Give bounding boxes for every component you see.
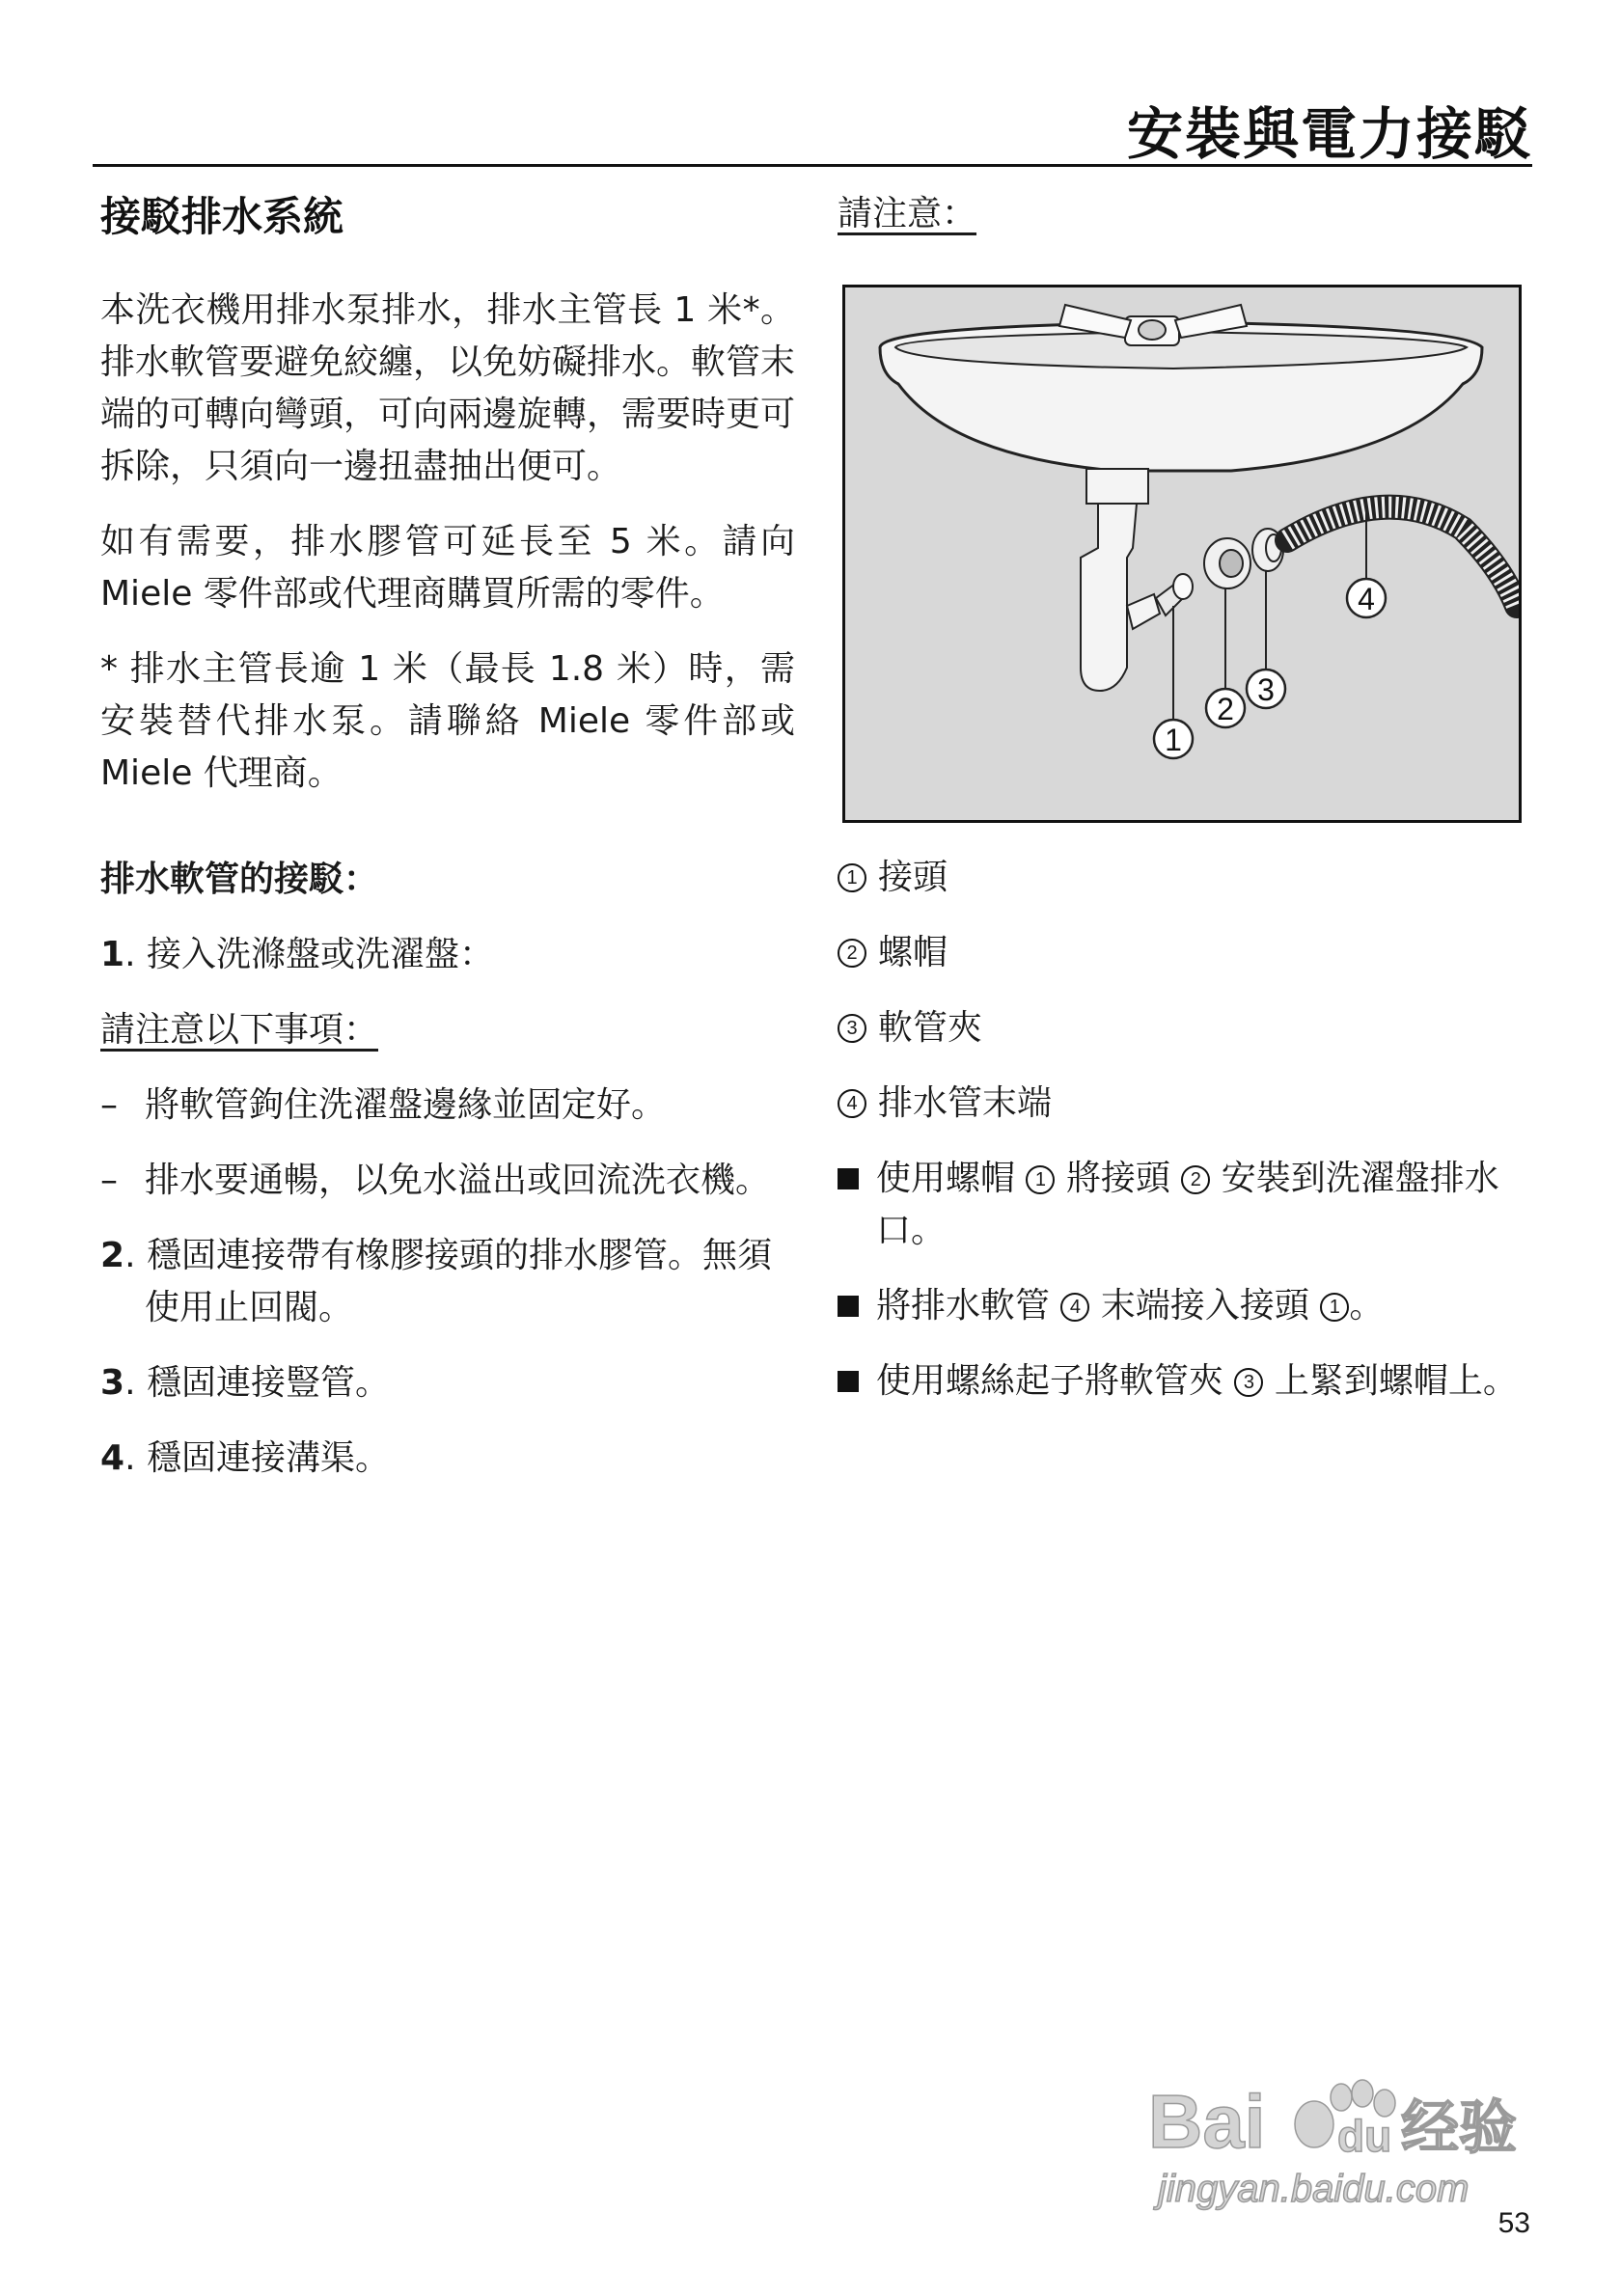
- bullet-text: 將接頭: [1055, 1159, 1182, 1198]
- dash-item: [100, 1080, 795, 1132]
- step-text: . 接入洗滌盤或洗濯盤：: [124, 935, 494, 974]
- svg-text:1: 1: [1165, 723, 1182, 757]
- bullet-square-icon: [838, 1371, 859, 1392]
- chapter-title: 安裝與電力接駁: [1126, 101, 1532, 167]
- step-4: [100, 1433, 795, 1485]
- svg-text:2: 2: [1217, 692, 1234, 726]
- legend-number: 4: [838, 1089, 866, 1118]
- right-note-heading: 請注意：: [838, 194, 977, 233]
- legend-text: 排水管末端: [878, 1083, 1053, 1123]
- dash-text: 將軟管鉤住洗濯盤邊緣並固定好。: [145, 1085, 667, 1125]
- inline-number: 1: [1026, 1165, 1055, 1194]
- note-heading: 請注意以下事項：: [100, 1010, 379, 1050]
- header-rule: [93, 164, 1532, 167]
- instruction-bullet: [838, 1355, 1532, 1408]
- legend-item: [838, 852, 1532, 904]
- legend-text: 螺帽: [878, 933, 948, 972]
- dash-text: 排水要通暢，以免水溢出或回流洗衣機。: [145, 1161, 771, 1200]
- step-text: . 穩固連接溝渠。: [124, 1438, 390, 1478]
- step-3: [100, 1357, 795, 1409]
- trap: [1081, 504, 1137, 691]
- inline-number: 1: [1320, 1293, 1349, 1322]
- bullet-square-icon: [838, 1296, 859, 1317]
- section-title: 接駁排水系統: [100, 193, 344, 240]
- watermark-word: du: [1337, 2111, 1392, 2161]
- step-text: . 穩固連接豎管。: [124, 1363, 390, 1403]
- watermark-word: Bai: [1148, 2079, 1266, 2164]
- step-1: [100, 929, 795, 981]
- nut-part: [1204, 538, 1250, 588]
- callout-2: [1206, 689, 1245, 727]
- dash-item: [100, 1155, 795, 1207]
- dash-mark: –: [100, 1161, 118, 1200]
- legend-item: [838, 1078, 1532, 1130]
- watermark-url: jingyan.baidu.com: [1158, 2168, 1470, 2210]
- bullet-text: 將排水軟管: [876, 1286, 1061, 1326]
- page-number: 53: [1497, 2207, 1530, 2239]
- legend-item: [838, 1002, 1532, 1054]
- inline-number: 2: [1181, 1165, 1210, 1194]
- footnote-paragraph: * 排水主管長逾 1 米（最長 1.8 米）時，需安裝替代排水泵。請聯絡 Miele 零件部或 Miele 代理商。: [100, 649, 795, 793]
- step-number: 1: [100, 935, 125, 974]
- inline-number: 3: [1234, 1368, 1263, 1397]
- legend-item: [838, 927, 1532, 979]
- trap-outlet: [1127, 594, 1160, 629]
- left-column: [100, 188, 795, 1508]
- instruction-bullet: [838, 1153, 1532, 1257]
- svg-text:4: 4: [1358, 582, 1375, 616]
- step-text: . 穩固連接帶有橡膠接頭的排水膠管。無須使用止回閥。: [124, 1236, 772, 1327]
- bullet-text: 上緊到螺帽上。: [1263, 1361, 1518, 1401]
- callout-3: [1247, 670, 1285, 708]
- hose-connection-heading: 排水軟管的接駁：: [100, 860, 379, 899]
- bullet-text: 末端接入接頭: [1089, 1286, 1321, 1326]
- intro-paragraph: 本洗衣機用排水泵排水，排水主管長 1 米*。排水軟管要避免絞纏，以免妨礙排水。軟管末端的可轉向彎頭，可向兩邊旋轉，需要時更可拆除，只須向一邊扭盡抽出便可。: [100, 290, 796, 486]
- bullet-text: 安裝到洗濯盤排水口。: [876, 1159, 1499, 1250]
- extension-paragraph: 如有需要，排水膠管可延長至 5 米。請向 Miele 零件部或代理商購買所需的零件。: [100, 522, 795, 614]
- dash-mark: –: [100, 1085, 118, 1125]
- legend-number: 2: [838, 939, 866, 968]
- callout-4: [1347, 579, 1386, 617]
- sink-drawing: [845, 287, 1519, 820]
- inline-number: 4: [1060, 1293, 1089, 1322]
- drain-neck: [1086, 469, 1148, 504]
- paw-logo-icon: [1148, 2055, 1553, 2219]
- legend-number: 1: [838, 863, 866, 892]
- sink-drain-illustration: [842, 285, 1522, 823]
- step-number: 4: [100, 1438, 125, 1478]
- instruction-bullet: [838, 1280, 1532, 1332]
- bullet-text: 。: [1349, 1286, 1385, 1326]
- right-column: [838, 188, 1532, 1431]
- legend-text: 接頭: [878, 858, 948, 897]
- step-2: [100, 1230, 795, 1334]
- drain-hose-outline: [1287, 507, 1517, 606]
- bullet-square-icon: [838, 1168, 859, 1189]
- svg-text:3: 3: [1257, 672, 1275, 707]
- baidu-watermark-logo: [1148, 2055, 1553, 2219]
- bullet-text: 使用螺絲起子將軟管夾: [876, 1361, 1235, 1401]
- legend-text: 軟管夾: [878, 1008, 983, 1048]
- legend-number: 3: [838, 1014, 866, 1043]
- bullet-text: 使用螺帽: [876, 1159, 1027, 1198]
- step-number: 2: [100, 1236, 125, 1275]
- callout-1: [1154, 720, 1193, 758]
- watermark-word: 经验: [1401, 2094, 1517, 2162]
- step-number: 3: [100, 1363, 125, 1403]
